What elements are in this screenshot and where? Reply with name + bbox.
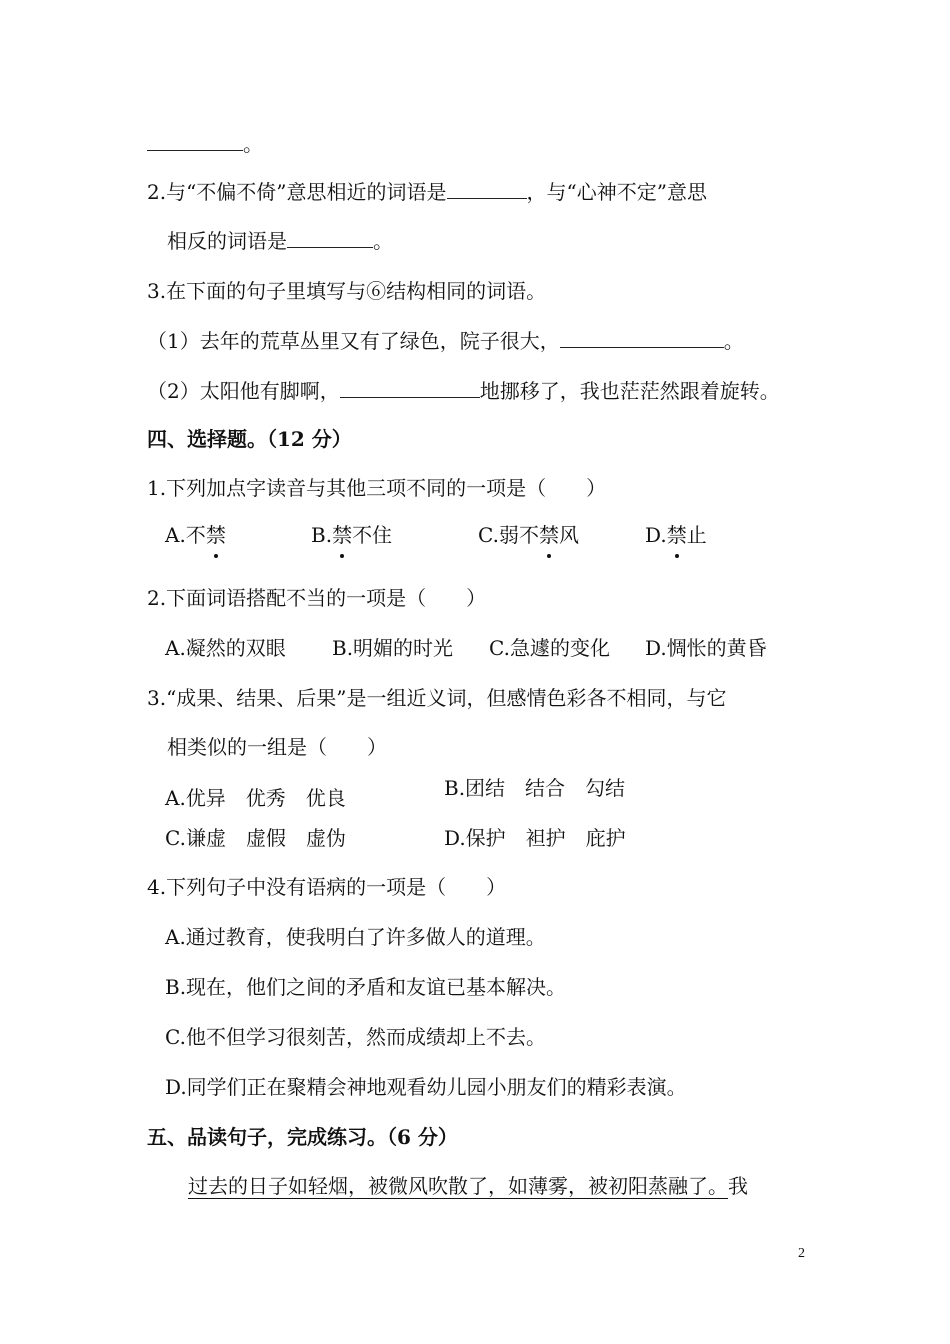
s4-question-3-stem-1: 3.“成果、结果、后果”是一组近义词，但感情色彩各不相同，与它 [147, 686, 727, 710]
s4-q2-option-c[interactable]: C.急遽的变化 [489, 636, 610, 660]
s4-q4-option-d[interactable]: D.同学们正在聚精会神地观看幼儿园小朋友们的精彩表演。 [165, 1075, 687, 1099]
question-3-stem: 3.在下面的句子里填写与⑥结构相同的词语。 [147, 279, 547, 303]
dotted-char: 禁 [332, 523, 353, 547]
s4-q2-option-d[interactable]: D.惆怅的黄昏 [645, 636, 767, 660]
s4-q4-option-b[interactable]: B.现在，他们之间的矛盾和友谊已基本解决。 [165, 975, 567, 999]
section-5-heading: 五、品读句子，完成练习。（6 分） [147, 1125, 458, 1149]
reading-passage-line: 过去的日子如轻烟，被微风吹散了，如薄雾，被初阳蒸融了。我 [188, 1174, 748, 1198]
page-number: 2 [798, 1246, 805, 1261]
s4-q1-option-d[interactable]: D.禁止 [645, 523, 707, 547]
s4-q1-option-a[interactable]: A.不禁 [165, 523, 226, 547]
question-2-line-2: 相反的词语是 。 [167, 229, 393, 253]
answer-blank-antonym[interactable] [287, 229, 373, 248]
dotted-char: 禁 [538, 523, 559, 547]
s4-q2-option-a[interactable]: A.凝然的双眼 [165, 636, 286, 660]
answer-blank-synonym[interactable] [447, 180, 527, 199]
prev-answer-line: 。 [147, 130, 263, 158]
s4-q4-option-c[interactable]: C.他不但学习很刻苦，然而成绩却上不去。 [165, 1025, 546, 1049]
dotted-char: 禁 [666, 523, 687, 547]
section-4-heading: 四、选择题。（12 分） [147, 427, 352, 451]
underlined-sentence: 过去的日子如轻烟，被微风吹散了，如薄雾，被初阳蒸融了。 [188, 1174, 728, 1198]
dotted-char: 禁 [205, 523, 226, 547]
answer-blank-s1[interactable] [560, 329, 724, 348]
s4-question-1-stem: 1.下列加点字读音与其他三项不同的一项是（ ） [147, 476, 607, 500]
s4-question-3-stem-2: 相类似的一组是（ ） [167, 735, 387, 759]
s4-q2-option-b[interactable]: B.明媚的时光 [332, 636, 454, 660]
s4-q4-option-a[interactable]: A.通过教育，使我明白了许多做人的道理。 [165, 925, 546, 949]
s4-q3-option-c[interactable]: C.谦虚 虚假 虚伪 [165, 826, 346, 850]
s4-q3-option-b[interactable]: B.团结 结合 勾结 [444, 776, 626, 800]
question-3-sentence-2: （2）太阳他有脚啊， 地挪移了，我也茫茫然跟着旋转。 [147, 379, 780, 403]
s4-q3-option-a[interactable]: A.优异 优秀 优良 [165, 786, 346, 810]
answer-blank-s2[interactable] [340, 379, 480, 398]
answer-blank[interactable] [147, 132, 243, 151]
question-2-line-1: 2.与“不偏不倚”意思相近的词语是 ，与“心神不定”意思 [147, 180, 707, 204]
s4-q3-option-d[interactable]: D.保护 袒护 庇护 [444, 826, 626, 850]
s4-question-4-stem: 4.下列句子中没有语病的一项是（ ） [147, 875, 507, 899]
s4-q1-option-c[interactable]: C.弱不禁风 [478, 523, 579, 547]
s4-q1-option-b[interactable]: B.禁不住 [311, 523, 393, 547]
s4-question-2-stem: 2.下面词语搭配不当的一项是（ ） [147, 586, 487, 610]
question-3-sentence-1: （1）去年的荒草丛里又有了绿色，院子很大， 。 [147, 329, 744, 353]
